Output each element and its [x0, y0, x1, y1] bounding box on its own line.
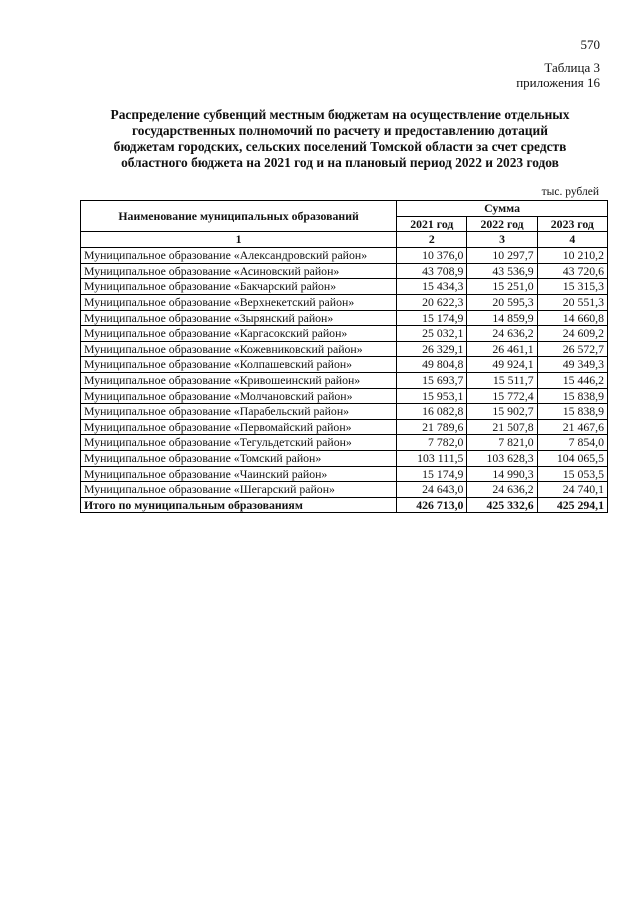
value-2022: 43 536,9 — [467, 263, 537, 279]
value-2021: 25 032,1 — [397, 326, 467, 342]
value-2023: 24 740,1 — [537, 482, 607, 498]
table-row — [81, 341, 608, 357]
value-2023: 21 467,6 — [537, 419, 607, 435]
municipality-name: Муниципальное образование «Парабельский район» — [81, 404, 397, 420]
column-number: 4 — [537, 232, 607, 248]
total-2023: 425 294,1 — [537, 497, 607, 513]
value-2022: 14 990,3 — [467, 466, 537, 482]
value-2023: 24 609,2 — [537, 326, 607, 342]
total-2021: 426 713,0 — [397, 497, 467, 513]
municipality-name: Муниципальное образование «Александровский район» — [81, 247, 397, 263]
header-sum: Сумма — [397, 201, 608, 217]
total-row — [81, 497, 608, 513]
value-2022: 15 251,0 — [467, 279, 537, 295]
value-2023: 20 551,3 — [537, 294, 607, 310]
table-row — [81, 466, 608, 482]
column-numbers-row — [81, 232, 608, 248]
document-title — [80, 107, 600, 171]
municipality-name: Муниципальное образование «Первомайский район» — [81, 419, 397, 435]
header-year-2022: 2022 год — [467, 216, 537, 232]
value-2023: 15 838,9 — [537, 404, 607, 420]
value-2023: 15 315,3 — [537, 279, 607, 295]
title-line: областного бюджета на 2021 год и на плановый период 2022 и 2023 годов — [121, 155, 559, 170]
header-year-2021: 2021 год — [397, 216, 467, 232]
table-body — [81, 247, 608, 513]
header-year-2023: 2023 год — [537, 216, 607, 232]
column-number: 1 — [81, 232, 397, 248]
value-2022: 7 821,0 — [467, 435, 537, 451]
value-2021: 16 082,8 — [397, 404, 467, 420]
value-2022: 21 507,8 — [467, 419, 537, 435]
table-reference — [516, 60, 600, 90]
value-2023: 26 572,7 — [537, 341, 607, 357]
value-2022: 15 772,4 — [467, 388, 537, 404]
municipality-name: Муниципальное образование «Кожевниковский район» — [81, 341, 397, 357]
table-row — [81, 357, 608, 373]
header-row — [81, 201, 608, 217]
table-reference-line2: приложения 16 — [516, 75, 600, 90]
column-number: 3 — [467, 232, 537, 248]
title-line: Распределение субвенций местным бюджетам на осуществление отдельных — [110, 107, 570, 122]
value-2023: 15 446,2 — [537, 372, 607, 388]
municipality-name: Муниципальное образование «Тегульдетский район» — [81, 435, 397, 451]
municipality-name: Муниципальное образование «Каргасокский район» — [81, 326, 397, 342]
value-2021: 26 329,1 — [397, 341, 467, 357]
table-row — [81, 404, 608, 420]
subsidy-table — [80, 200, 608, 513]
table-row — [81, 482, 608, 498]
value-2022: 14 859,9 — [467, 310, 537, 326]
value-2023: 15 053,5 — [537, 466, 607, 482]
municipality-name: Муниципальное образование «Чаинский район» — [81, 466, 397, 482]
table-row — [81, 279, 608, 295]
title-line: государственных полномочий по расчету и предоставлению дотаций — [132, 123, 548, 138]
table-row — [81, 450, 608, 466]
value-2021: 15 953,1 — [397, 388, 467, 404]
value-2021: 15 434,3 — [397, 279, 467, 295]
value-2021: 24 643,0 — [397, 482, 467, 498]
value-2021: 15 693,7 — [397, 372, 467, 388]
value-2022: 15 511,7 — [467, 372, 537, 388]
value-2021: 20 622,3 — [397, 294, 467, 310]
value-2021: 7 782,0 — [397, 435, 467, 451]
value-2021: 49 804,8 — [397, 357, 467, 373]
municipality-name: Муниципальное образование «Верхнекетский район» — [81, 294, 397, 310]
table-row — [81, 247, 608, 263]
value-2023: 14 660,8 — [537, 310, 607, 326]
value-2022: 24 636,2 — [467, 482, 537, 498]
value-2022: 49 924,1 — [467, 357, 537, 373]
value-2023: 104 065,5 — [537, 450, 607, 466]
table-row — [81, 310, 608, 326]
value-2023: 49 349,3 — [537, 357, 607, 373]
value-2021: 10 376,0 — [397, 247, 467, 263]
page-number: 570 — [580, 37, 600, 52]
value-2021: 15 174,9 — [397, 466, 467, 482]
value-2023: 7 854,0 — [537, 435, 607, 451]
value-2023: 10 210,2 — [537, 247, 607, 263]
total-label: Итого по муниципальным образованиям — [81, 497, 397, 513]
table-row — [81, 419, 608, 435]
total-2022: 425 332,6 — [467, 497, 537, 513]
column-number: 2 — [397, 232, 467, 248]
header-name: Наименование муниципальных образований — [81, 201, 397, 232]
table-row — [81, 372, 608, 388]
municipality-name: Муниципальное образование «Бакчарский район» — [81, 279, 397, 295]
value-2022: 10 297,7 — [467, 247, 537, 263]
municipality-name: Муниципальное образование «Томский район» — [81, 450, 397, 466]
value-2023: 15 838,9 — [537, 388, 607, 404]
value-2021: 103 111,5 — [397, 450, 467, 466]
value-2022: 26 461,1 — [467, 341, 537, 357]
municipality-name: Муниципальное образование «Асиновский район» — [81, 263, 397, 279]
title-line: бюджетам городских, сельских поселений Томской области за счет средств — [113, 139, 567, 154]
municipality-name: Муниципальное образование «Молчановский район» — [81, 388, 397, 404]
municipality-name: Муниципальное образование «Кривошеинский район» — [81, 372, 397, 388]
value-2023: 43 720,6 — [537, 263, 607, 279]
value-2022: 103 628,3 — [467, 450, 537, 466]
value-2021: 21 789,6 — [397, 419, 467, 435]
table-row — [81, 326, 608, 342]
units-label: тыс. рублей — [541, 186, 599, 198]
value-2022: 24 636,2 — [467, 326, 537, 342]
table-row — [81, 435, 608, 451]
table-row — [81, 263, 608, 279]
table-row — [81, 388, 608, 404]
municipality-name: Муниципальное образование «Зырянский район» — [81, 310, 397, 326]
value-2021: 43 708,9 — [397, 263, 467, 279]
table-reference-line1: Таблица 3 — [544, 60, 600, 75]
municipality-name: Муниципальное образование «Шегарский район» — [81, 482, 397, 498]
value-2022: 15 902,7 — [467, 404, 537, 420]
value-2021: 15 174,9 — [397, 310, 467, 326]
table-row — [81, 294, 608, 310]
value-2022: 20 595,3 — [467, 294, 537, 310]
municipality-name: Муниципальное образование «Колпашевский район» — [81, 357, 397, 373]
